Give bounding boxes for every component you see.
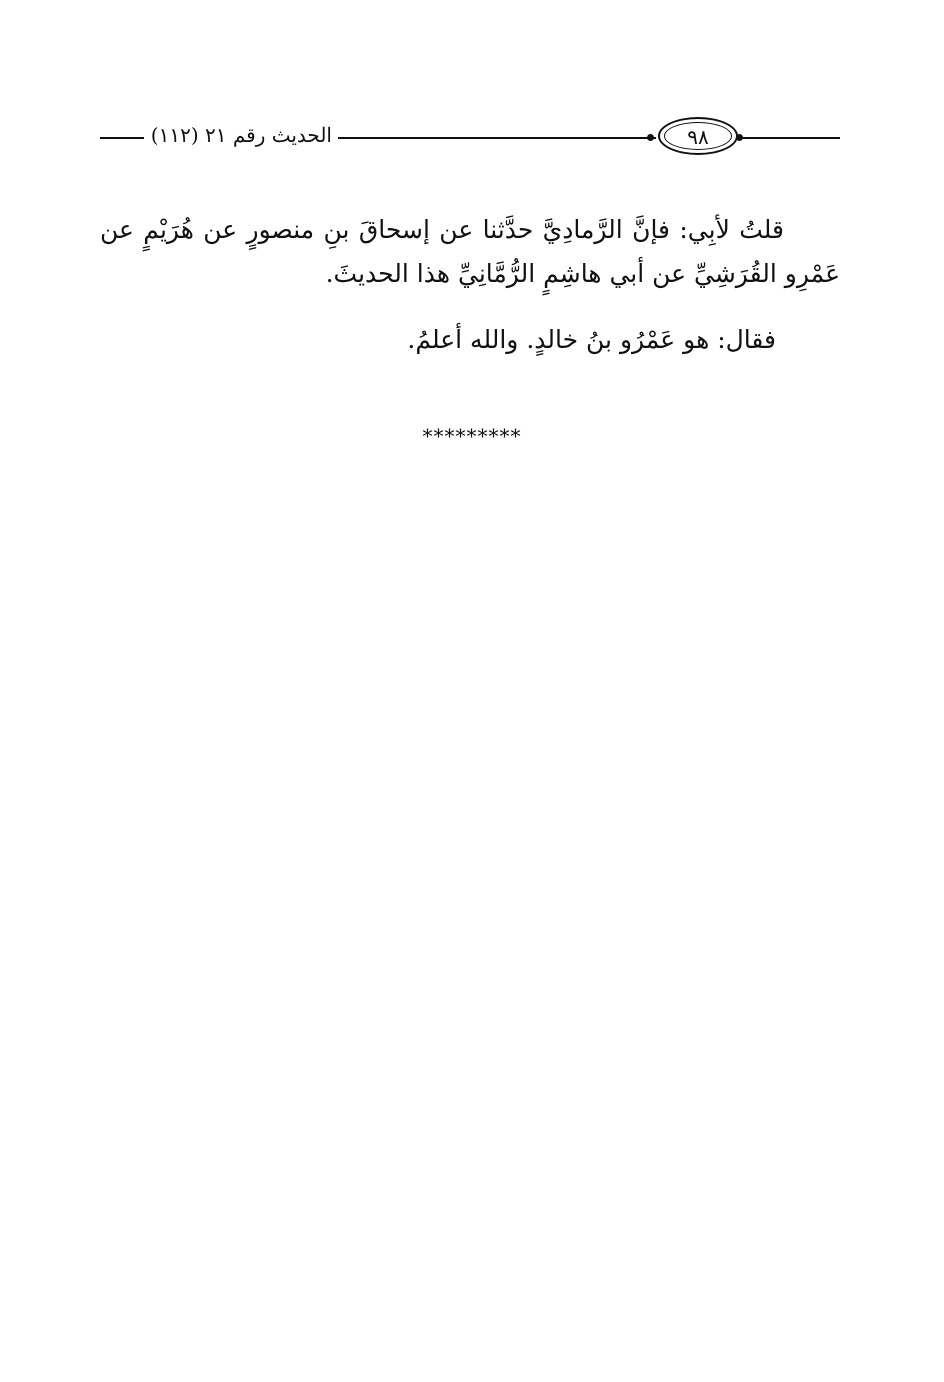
page-header: [100, 115, 840, 161]
header-rule-left: [100, 137, 144, 139]
page-number: ٩٨: [687, 125, 709, 149]
paragraph-answer: فقال: هو عَمْرُو بنُ خالدٍ. والله أعلمُ.: [407, 325, 776, 354]
header-ornament-dot-left: [647, 134, 654, 141]
paragraph-question: قلتُ لأبِي: فإنَّ الرَّمادِيَّ حدَّثنا عن إسحاقَ بنِ منصورٍ عن هُرَيْمٍ عن عَمْرِو القُرَشِيِّ عن أبي هاشِمٍ الرُّمَّانِيِّ هذا الحديثَ.: [100, 215, 840, 288]
section-separator: *********: [422, 424, 522, 448]
main-text: [100, 208, 840, 362]
page-number-frame: [658, 117, 738, 155]
running-title: الحديث رقم ٢١ (١١٢): [150, 123, 332, 147]
header-rule-middle: [338, 137, 656, 139]
header-rule-right: [742, 137, 840, 139]
